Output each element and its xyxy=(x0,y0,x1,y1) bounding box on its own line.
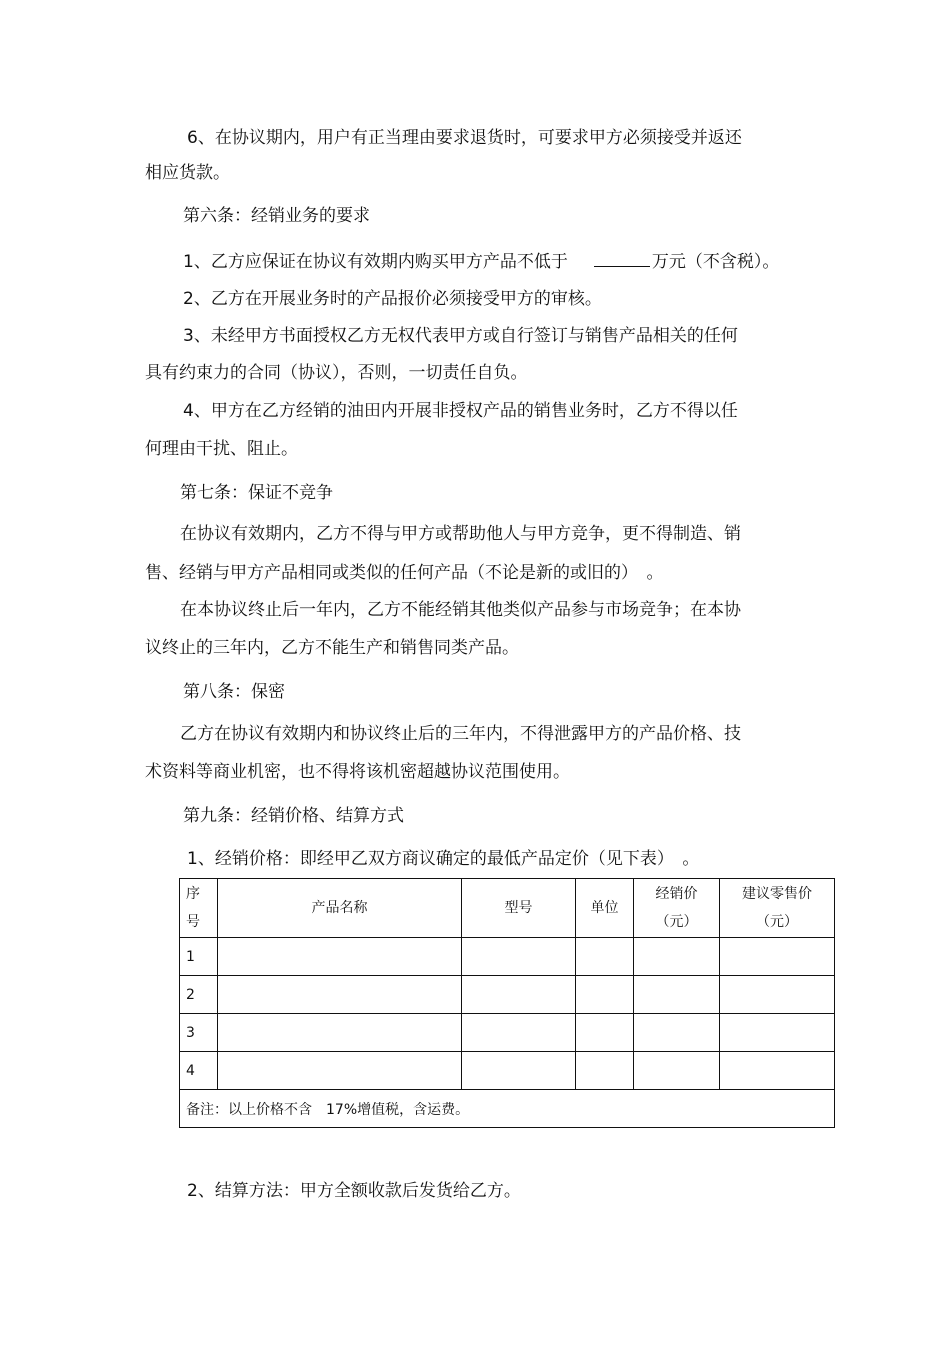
cell-unit xyxy=(576,938,634,976)
header-seq: 序 号 xyxy=(180,879,218,938)
clause-6-1 xyxy=(183,250,779,273)
cell-retail-price xyxy=(720,1014,835,1052)
table-row xyxy=(180,938,835,976)
cell-product-name xyxy=(218,1052,462,1090)
price-table xyxy=(179,878,835,1128)
row-seq: 4 xyxy=(180,1052,218,1090)
table-row xyxy=(180,1052,835,1090)
amount-blank xyxy=(594,250,650,267)
table-note: 备注：以上价格不含 17%增值税，含运费。 xyxy=(180,1090,835,1128)
cell-dealer-price xyxy=(634,976,720,1014)
cell-product-name xyxy=(218,976,462,1014)
cell-product-name xyxy=(218,1014,462,1052)
cell-dealer-price xyxy=(634,938,720,976)
clause-6-6-line1: 6、在协议期内，用户有正当理由要求退货时，可要求甲方必须接受并返还 xyxy=(187,128,742,148)
cell-model xyxy=(462,1052,576,1090)
row-seq: 3 xyxy=(180,1014,218,1052)
cell-retail-price xyxy=(720,976,835,1014)
clause-9-1: 1、经销价格：即经甲乙双方商议确定的最低产品定价（见下表） 。 xyxy=(187,849,700,869)
article-7-p1-line1: 在协议有效期内，乙方不得与甲方或帮助他人与甲方竞争，更不得制造、销 xyxy=(180,524,741,544)
table-note-row xyxy=(180,1090,835,1128)
cell-unit xyxy=(576,976,634,1014)
clause-6-4-line2: 何理由干扰、阻止。 xyxy=(145,439,298,459)
header-retail-price: 建议零售价 （元） xyxy=(720,879,835,938)
article-7-p2-line1: 在本协议终止后一年内，乙方不能经销其他类似产品参与市场竞争；在本协 xyxy=(180,600,741,620)
clause-6-4-line1: 4、甲方在乙方经销的油田内开展非授权产品的销售业务时，乙方不得以任 xyxy=(183,401,738,421)
clause-6-1-suffix: 万元（不含税）。 xyxy=(651,252,780,272)
article-8-heading: 第八条：保密 xyxy=(183,682,285,702)
cell-unit xyxy=(576,1014,634,1052)
article-9-heading: 第九条：经销价格、结算方式 xyxy=(183,806,404,826)
header-unit: 单位 xyxy=(576,879,634,938)
header-product-name: 产品名称 xyxy=(218,879,462,938)
cell-retail-price xyxy=(720,1052,835,1090)
clause-9-2: 2、结算方法：甲方全额收款后发货给乙方。 xyxy=(187,1181,521,1201)
clause-6-1-text: 1、乙方应保证在协议有效期内购买甲方产品不低于 xyxy=(183,252,568,272)
cell-model xyxy=(462,938,576,976)
clause-6-2: 2、乙方在开展业务时的产品报价必须接受甲方的审核。 xyxy=(183,289,602,309)
cell-model xyxy=(462,1014,576,1052)
cell-product-name xyxy=(218,938,462,976)
table-header-row xyxy=(180,879,835,938)
table-row xyxy=(180,1014,835,1052)
cell-dealer-price xyxy=(634,1014,720,1052)
article-7-p1-line2: 售、经销与甲方产品相同或类似的任何产品（不论是新的或旧的） 。 xyxy=(145,563,664,583)
row-seq: 1 xyxy=(180,938,218,976)
row-seq: 2 xyxy=(180,976,218,1014)
clause-6-3-line1: 3、未经甲方书面授权乙方无权代表甲方或自行签订与销售产品相关的任何 xyxy=(183,326,738,346)
article-6-heading: 第六条：经销业务的要求 xyxy=(183,206,370,226)
cell-unit xyxy=(576,1052,634,1090)
cell-retail-price xyxy=(720,938,835,976)
table-row xyxy=(180,976,835,1014)
article-7-heading: 第七条：保证不竞争 xyxy=(180,483,333,503)
article-8-p1-line2: 术资料等商业机密，也不得将该机密超越协议范围使用。 xyxy=(145,762,570,782)
article-7-p2-line2: 议终止的三年内，乙方不能生产和销售同类产品。 xyxy=(145,638,519,658)
header-model: 型号 xyxy=(462,879,576,938)
cell-dealer-price xyxy=(634,1052,720,1090)
header-dealer-price: 经销价 （元） xyxy=(634,879,720,938)
clause-6-3-line2: 具有约束力的合同（协议），否则，一切责任自负。 xyxy=(145,363,528,383)
cell-model xyxy=(462,976,576,1014)
clause-6-6-line2: 相应货款。 xyxy=(145,163,230,183)
article-8-p1-line1: 乙方在协议有效期内和协议终止后的三年内，不得泄露甲方的产品价格、技 xyxy=(180,724,741,744)
